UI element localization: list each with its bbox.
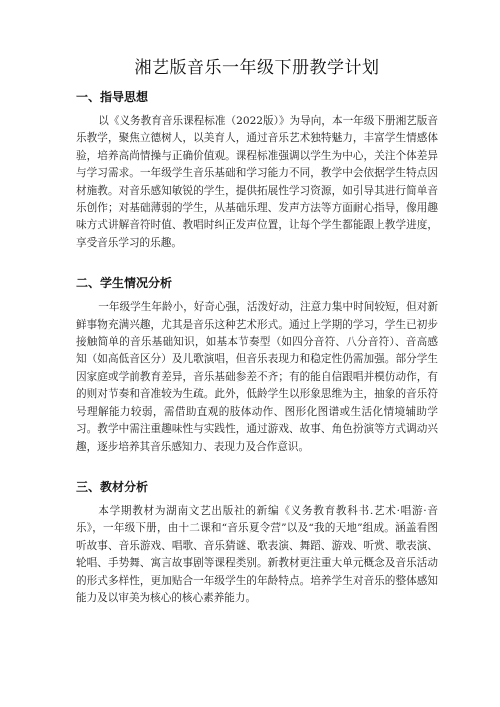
section-heading: 二、学生情况分析 <box>76 276 173 291</box>
section-student-analysis <box>76 274 438 456</box>
section-heading: 三、教材分析 <box>76 479 149 494</box>
section-paragraph: 一年级学生年龄小，好奇心强，活泼好动，注意力集中时间较短，但对新鲜事物充满兴趣，尤其是音乐这种艺术形式。通过上学期的学习，学生已初步接触简单的音乐基础知识，如基本节奏型（如四分音符、八分音符）、音高感知（如高低音区分）及儿歌演唱，但音乐表现力和稳定性仍需加强。部分学生因家庭或学前教育差异，音乐基础参差不齐；有的能自信跟唱并模仿动作，有的则对节奏和音准较为生疏。此外，低龄学生以形象思维为主，抽象的音乐符号理解能力较弱，需借助直观的肢体动作、图形化图谱或生活化情境辅助学习。教学中需注重趣味性与实践性，通过游戏、故事、角色扮演等方式调动兴趣，逐步培养其音乐感知力、表现力及合作意识。 <box>76 301 438 453</box>
section-paragraph: 本学期教材为湖南文艺出版社的新编《义务教育教科书.艺术·唱游·音乐》，一年级下册，由十二课和“音乐夏令营”以及“我的天地”组成。涵盖看图听故事、音乐游戏、唱歌、音乐猜谜、歌表演、舞蹈、游戏、听赏、歌表演、轮唱、手势舞、寓言故事剧等课程类别。新教材更注重大单元概念及音乐活动的形式多样性，更加贴合一年级学生的年龄特点。培养学生对音乐的整体感知能力及以审美为核心的核心素养能力。 <box>76 504 438 604</box>
section-textbook-analysis <box>76 478 438 607</box>
page-title: 湘艺版音乐一年级下册教学计划 <box>134 58 380 78</box>
document-page <box>76 56 438 607</box>
section-guiding-ideology <box>76 88 438 252</box>
section-heading: 一、指导思想 <box>76 90 149 104</box>
section-paragraph: 以《义务教育音乐课程标准（2022版）》为导向，本一年级下册湘艺版音乐教学，聚焦立德树人，以美育人，通过音乐艺术独特魅力，丰富学生情感体验，培养高尚情操与正确价值观。课程标准强调以学生为中心，关注个体差异与学习需求。一年级学生音乐基础和学习能力不同，教学中会依据学生特点因材施教。对音乐感知敏锐的学生，提供拓展性学习资源，如引导其进行简单音乐创作；对基础薄弱的学生，从基础乐理、发声方法等方面耐心指导，像用趣味方式讲解音符时值、教唱时纠正发声位置，让每个学生都能跟上教学进度，享受音乐学习的乐趣。 <box>76 115 438 249</box>
